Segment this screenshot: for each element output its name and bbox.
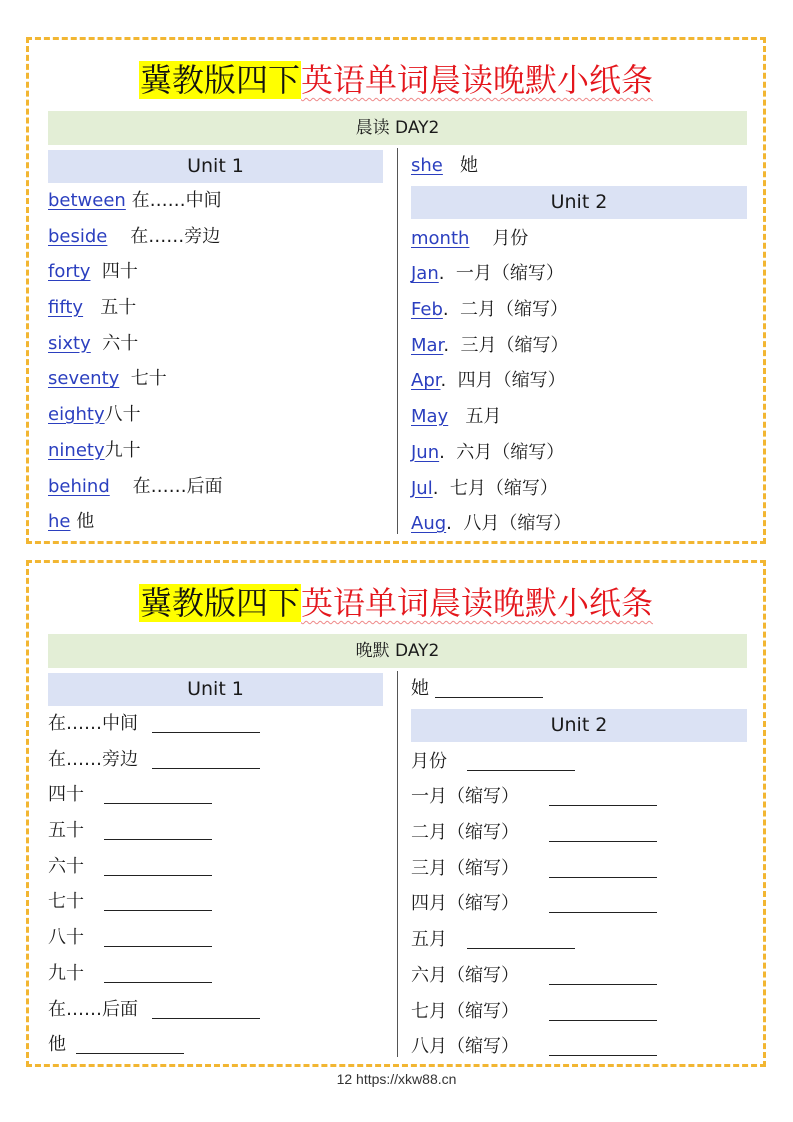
chinese-prompt: 一月（缩写） xyxy=(411,786,519,808)
unit1-header: Unit 1 xyxy=(48,150,383,183)
chinese-meaning: 四十 xyxy=(101,261,138,283)
vocab-row xyxy=(411,221,747,257)
english-word: Aug xyxy=(411,513,447,535)
answer-blank[interactable] xyxy=(76,1031,184,1054)
evening-unit1-column xyxy=(48,671,383,1063)
chinese-meaning: 二月（缩写） xyxy=(460,299,569,321)
vocab-row xyxy=(48,254,383,290)
title-red: 英语单词晨读晚默小纸条 xyxy=(301,584,654,622)
english-word: beside xyxy=(48,225,108,247)
answer-blank[interactable] xyxy=(467,748,575,771)
dictation-row xyxy=(411,958,747,994)
chinese-prompt: 七十 xyxy=(48,891,84,913)
title-highlight: 冀教版四下 xyxy=(139,584,300,622)
english-word: sixty xyxy=(48,332,91,354)
morning-unit2-column xyxy=(411,148,747,542)
vocab-row: Apr. 四月（缩写） xyxy=(411,370,566,392)
chinese-meaning: 四月（缩写） xyxy=(457,370,566,392)
vocab-row: Jan. 一月（缩写） xyxy=(411,263,564,285)
chinese-prompt: 四月（缩写） xyxy=(411,893,519,915)
chinese-meaning: 七十 xyxy=(130,368,167,390)
vocab-row xyxy=(411,399,747,435)
chinese-prompt: 八十 xyxy=(48,927,84,949)
answer-blank[interactable] xyxy=(549,783,657,806)
chinese-prompt: 九十 xyxy=(48,962,84,984)
english-word: Jul xyxy=(411,477,433,499)
chinese-prompt: 五月 xyxy=(411,929,447,951)
chinese-meaning: 六月（缩写） xyxy=(456,441,565,463)
chinese-meaning: 月份 xyxy=(492,227,529,249)
chinese-prompt: 六十 xyxy=(48,855,84,877)
chinese-meaning: 一月（缩写） xyxy=(455,263,564,285)
answer-blank[interactable] xyxy=(104,817,212,840)
morning-unit1-column xyxy=(48,148,383,540)
chinese-prompt: 五十 xyxy=(48,820,84,842)
dictation-row xyxy=(411,671,747,707)
dictation-row xyxy=(48,992,383,1028)
dictation-row xyxy=(411,744,747,780)
chinese-prompt: 在……旁边 xyxy=(48,748,138,770)
english-word: Jan xyxy=(411,263,439,285)
dictation-row xyxy=(48,706,383,742)
card-title xyxy=(29,50,763,110)
title-highlight: 冀教版四下 xyxy=(139,61,300,99)
dictation-row xyxy=(411,779,747,815)
answer-blank[interactable] xyxy=(152,996,260,1019)
dictation-row xyxy=(48,777,383,813)
vocab-row: Mar. 三月（缩写） xyxy=(411,334,569,356)
vocab-row xyxy=(48,326,383,362)
chinese-meaning: 六十 xyxy=(102,332,139,354)
chinese-meaning: 在……后面 xyxy=(132,475,223,497)
title-red: 英语单词晨读晚默小纸条 xyxy=(301,61,654,99)
english-word: month xyxy=(411,227,470,249)
english-word: Jun xyxy=(411,441,440,463)
dictation-row xyxy=(48,884,383,920)
chinese-meaning: 他 xyxy=(76,511,95,533)
vocab-row: Feb. 二月（缩写） xyxy=(411,299,569,321)
answer-blank[interactable] xyxy=(104,853,212,876)
answer-blank[interactable] xyxy=(549,819,657,842)
dictation-row xyxy=(411,815,747,851)
english-word: he xyxy=(48,511,71,533)
dictation-row xyxy=(411,1029,747,1065)
chinese-prompt: 她 xyxy=(411,678,429,699)
page-footer: 12 https://xkw88.cn xyxy=(336,1071,457,1087)
chinese-prompt: 四十 xyxy=(48,784,84,806)
vocab-row xyxy=(48,219,383,255)
answer-blank[interactable] xyxy=(549,890,657,913)
chinese-meaning: 在……旁边 xyxy=(130,225,221,247)
chinese-meaning: 八十 xyxy=(104,404,141,426)
answer-blank[interactable] xyxy=(549,998,657,1021)
english-word: she xyxy=(411,155,443,176)
dictation-row xyxy=(411,922,747,958)
dictation-row xyxy=(48,813,383,849)
vocab-row: Jul. 七月（缩写） xyxy=(411,477,558,499)
answer-blank[interactable] xyxy=(152,710,260,733)
chinese-prompt: 在……后面 xyxy=(48,998,138,1020)
chinese-prompt: 六月（缩写） xyxy=(411,964,519,986)
chinese-prompt: 八月（缩写） xyxy=(411,1036,519,1058)
morning-day-header: 晨读 DAY2 xyxy=(48,111,747,145)
chinese-meaning: 她 xyxy=(460,155,479,176)
column-divider xyxy=(397,148,398,534)
vocab-row-she xyxy=(411,148,747,184)
morning-reading-card xyxy=(26,37,766,544)
answer-blank[interactable] xyxy=(549,855,657,878)
vocab-row xyxy=(48,361,383,397)
english-word: ninety xyxy=(48,439,105,461)
vocab-row xyxy=(48,504,383,540)
english-word: eighty xyxy=(48,404,105,426)
answer-blank[interactable] xyxy=(104,960,212,983)
dictation-row xyxy=(48,849,383,885)
dictation-row xyxy=(411,886,747,922)
chinese-prompt: 他 xyxy=(48,1034,66,1056)
chinese-meaning: 九十 xyxy=(104,439,141,461)
chinese-prompt: 二月（缩写） xyxy=(411,822,519,844)
chinese-prompt: 在……中间 xyxy=(48,713,138,734)
evening-dictation-card xyxy=(26,560,766,1067)
card-title xyxy=(29,573,763,633)
chinese-meaning: 七月（缩写） xyxy=(449,477,558,499)
chinese-prompt: 三月（缩写） xyxy=(411,857,519,879)
answer-blank[interactable] xyxy=(104,924,212,947)
evening-day-header: 晚默 DAY2 xyxy=(48,634,747,668)
unit1-header: Unit 1 xyxy=(48,673,383,706)
dictation-row xyxy=(48,920,383,956)
dictation-row xyxy=(48,956,383,992)
dictation-row xyxy=(411,851,747,887)
english-word: Feb xyxy=(411,299,443,321)
dictation-row xyxy=(411,994,747,1030)
unit2-header: Unit 2 xyxy=(411,709,747,742)
evening-unit2-column xyxy=(411,671,747,1065)
chinese-prompt: 月份 xyxy=(411,750,447,772)
chinese-meaning: 八月（缩写） xyxy=(463,513,572,535)
answer-blank[interactable] xyxy=(152,746,260,769)
chinese-prompt: 七月（缩写） xyxy=(411,1000,519,1022)
dictation-row xyxy=(48,742,383,778)
english-word: forty xyxy=(48,261,91,283)
vocab-row: Jun. 六月（缩写） xyxy=(411,441,565,463)
english-word: seventy xyxy=(48,368,120,390)
vocab-row xyxy=(48,469,383,505)
chinese-meaning: 五十 xyxy=(100,297,137,319)
english-word: behind xyxy=(48,475,110,497)
english-word: Apr xyxy=(411,370,441,392)
chinese-meaning: 五月 xyxy=(465,406,502,428)
answer-blank[interactable] xyxy=(467,926,575,949)
english-word: May xyxy=(411,406,449,428)
english-word: fifty xyxy=(48,297,84,319)
answer-blank[interactable] xyxy=(104,888,212,911)
vocab-row: Aug. 八月（缩写） xyxy=(411,513,572,535)
vocab-row xyxy=(48,290,383,326)
vocab-row xyxy=(48,397,383,433)
vocab-row xyxy=(48,183,383,219)
chinese-meaning: 在……中间 xyxy=(131,190,222,211)
dictation-row xyxy=(48,1027,383,1063)
english-word: between xyxy=(48,190,126,211)
answer-blank[interactable] xyxy=(104,781,212,804)
chinese-meaning: 三月（缩写） xyxy=(460,334,569,356)
answer-blank[interactable] xyxy=(549,1033,657,1056)
column-divider xyxy=(397,671,398,1057)
english-word: Mar xyxy=(411,334,444,356)
answer-blank[interactable] xyxy=(435,675,543,698)
vocab-row xyxy=(48,433,383,469)
unit2-header: Unit 2 xyxy=(411,186,747,219)
answer-blank[interactable] xyxy=(549,962,657,985)
